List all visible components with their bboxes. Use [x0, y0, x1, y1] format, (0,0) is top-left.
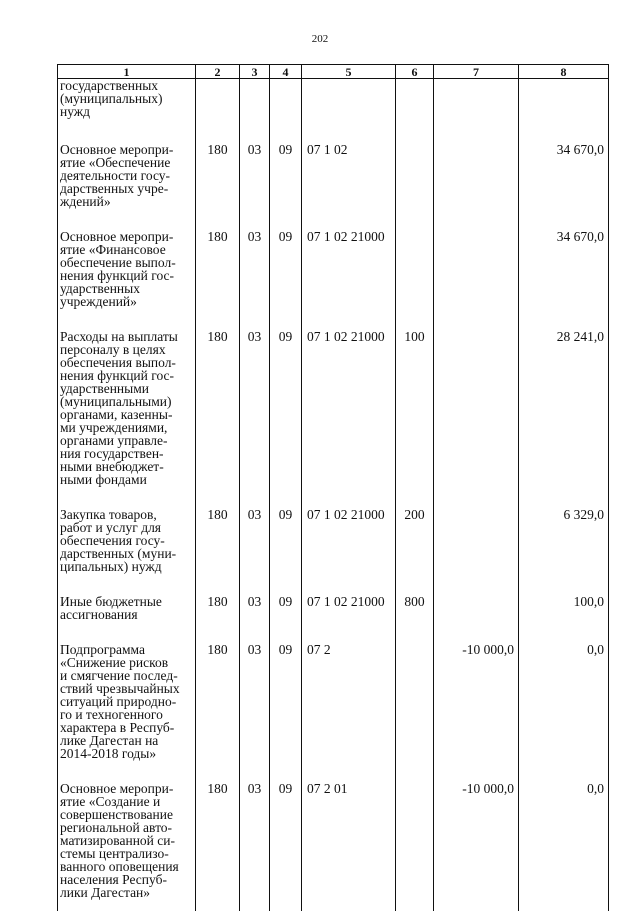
cell-section: 03 — [240, 230, 270, 330]
cell-expense-type — [396, 79, 434, 144]
cell-subsection: 09 — [270, 230, 302, 330]
cell-change — [434, 230, 519, 330]
table-row — [58, 230, 609, 330]
cell-amount: 34 670,0 — [519, 230, 609, 330]
cell-amount: 0,0 — [519, 643, 609, 782]
cell-change — [434, 143, 519, 230]
header-col-6: 6 — [396, 65, 434, 79]
cell-section: 03 — [240, 508, 270, 595]
cell-subsection: 09 — [270, 508, 302, 595]
header-col-1: 1 — [58, 65, 196, 79]
cell-change — [434, 508, 519, 595]
cell-amount: 6 329,0 — [519, 508, 609, 595]
cell-admin-code — [196, 79, 240, 144]
cell-expense-type — [396, 782, 434, 911]
cell-target-article: 07 1 02 — [302, 143, 396, 230]
table-row — [58, 330, 609, 508]
cell-subsection: 09 — [270, 143, 302, 230]
header-col-7: 7 — [434, 65, 519, 79]
cell-expense-type: 200 — [396, 508, 434, 595]
cell-change: -10 000,0 — [434, 643, 519, 782]
table-body — [58, 79, 609, 911]
cell-section: 03 — [240, 330, 270, 508]
cell-name: государственных (муниципальных) нужд — [58, 79, 196, 144]
cell-name: Подпрограмма «Снижение рисков и смягчение послед- ствий чрезвычайных ситуаций природно- го и техногенного характера в Респуб- лике Дагестан на 2014-2018 годы» — [58, 643, 196, 782]
cell-admin-code: 180 — [196, 595, 240, 643]
budget-table — [57, 64, 609, 911]
cell-section: 03 — [240, 143, 270, 230]
cell-target-article — [302, 79, 396, 144]
cell-name: Иные бюджетные ассигнования — [58, 595, 196, 643]
cell-amount: 34 670,0 — [519, 143, 609, 230]
cell-name: Закупка товаров, работ и услуг для обеспечения госу- дарственных (муни- ципальных) нужд — [58, 508, 196, 595]
header-col-3: 3 — [240, 65, 270, 79]
cell-target-article: 07 1 02 21000 — [302, 595, 396, 643]
cell-amount — [519, 79, 609, 144]
cell-subsection — [270, 79, 302, 144]
cell-admin-code: 180 — [196, 230, 240, 330]
header-col-8: 8 — [519, 65, 609, 79]
cell-change — [434, 595, 519, 643]
cell-admin-code: 180 — [196, 643, 240, 782]
table-row — [58, 782, 609, 911]
cell-amount: 0,0 — [519, 782, 609, 911]
cell-expense-type: 100 — [396, 330, 434, 508]
cell-subsection: 09 — [270, 782, 302, 911]
cell-name: Основное меропри- ятие «Финансовое обеспечение выпол- нения функций гос- ударственных учреждений» — [58, 230, 196, 330]
cell-name: Основное меропри- ятие «Обеспечение деятельности госу- дарственных учре- ждений» — [58, 143, 196, 230]
cell-subsection: 09 — [270, 595, 302, 643]
cell-name: Расходы на выплаты персоналу в целях обеспечения выпол- нения функций гос- ударственными (муниципальными) органами, казенны- ми учреждениями, органами управле- ния государствен- ными внебюджет- ными фондами — [58, 330, 196, 508]
cell-expense-type — [396, 143, 434, 230]
cell-admin-code: 180 — [196, 143, 240, 230]
table-row — [58, 643, 609, 782]
cell-change — [434, 330, 519, 508]
header-col-5: 5 — [302, 65, 396, 79]
cell-target-article: 07 1 02 21000 — [302, 508, 396, 595]
cell-target-article: 07 2 01 — [302, 782, 396, 911]
cell-change — [434, 79, 519, 144]
cell-change: -10 000,0 — [434, 782, 519, 911]
cell-target-article: 07 2 — [302, 643, 396, 782]
cell-section: 03 — [240, 782, 270, 911]
cell-name: Основное меропри- ятие «Создание и совершенствование региональной авто- матизированной си- стемы централизо- ванного оповещения населения Респуб- лики Дагестан» — [58, 782, 196, 911]
page-number: 202 — [0, 33, 640, 45]
table-row — [58, 143, 609, 230]
cell-amount: 100,0 — [519, 595, 609, 643]
cell-section: 03 — [240, 643, 270, 782]
table-row — [58, 79, 609, 144]
header-col-2: 2 — [196, 65, 240, 79]
cell-subsection: 09 — [270, 643, 302, 782]
cell-target-article: 07 1 02 21000 — [302, 330, 396, 508]
cell-section — [240, 79, 270, 144]
cell-subsection: 09 — [270, 330, 302, 508]
cell-expense-type — [396, 643, 434, 782]
cell-section: 03 — [240, 595, 270, 643]
table-row — [58, 595, 609, 643]
cell-amount: 28 241,0 — [519, 330, 609, 508]
cell-expense-type — [396, 230, 434, 330]
cell-expense-type: 800 — [396, 595, 434, 643]
header-row — [58, 65, 609, 79]
cell-admin-code: 180 — [196, 782, 240, 911]
table-row — [58, 508, 609, 595]
cell-target-article: 07 1 02 21000 — [302, 230, 396, 330]
header-col-4: 4 — [270, 65, 302, 79]
cell-admin-code: 180 — [196, 508, 240, 595]
cell-admin-code: 180 — [196, 330, 240, 508]
